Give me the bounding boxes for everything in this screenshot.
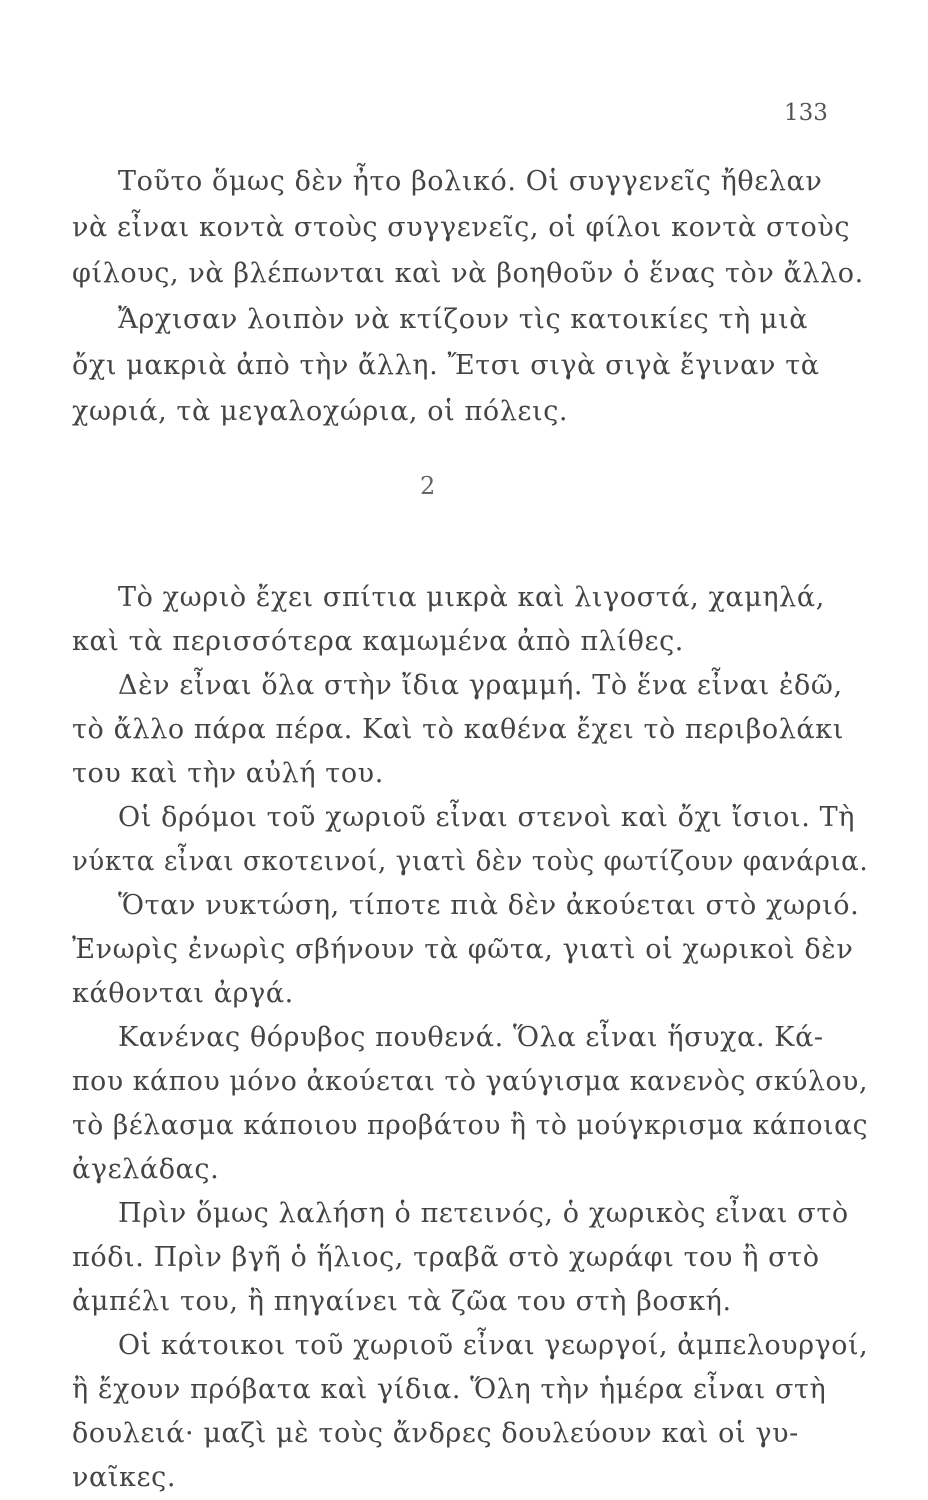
text-line: πόδι. Πρὶν βγῆ ὁ ἥλιος, τραβᾶ στὸ χωράφι του ἢ στὸ [72,1242,820,1273]
text-line: νύκτα εἶναι σκοτεινοί, γιατὶ δὲν τοὺς φωτίζουν φανάρια. [72,846,869,877]
text-line: ἀγελάδας. [72,1154,220,1185]
text-line: Οἱ δρόμοι τοῦ χωριοῦ εἶναι στενοὶ καὶ ὄχι ἴσιοι. Τὴ [118,802,855,833]
text-line: του καὶ τὴν αὐλή του. [72,758,384,789]
text-line: Κανένας θόρυβος πουθενά. Ὅλα εἶναι ἥσυχα. Κά- [118,1022,824,1053]
text-line: Ὅταν νυκτώση, τίποτε πιὰ δὲν ἀκούεται στὸ χωριό. [118,890,860,921]
text-line: κάθονται ἀργά. [72,978,294,1009]
text-line: ναῖκες. [72,1462,176,1493]
text-line: χωριά, τὰ μεγαλοχώρια, οἱ πόλεις. [72,396,569,427]
text-line: δουλειά· μαζὶ μὲ τοὺς ἄνδρες δουλεύουν καὶ οἱ γυ- [72,1418,799,1449]
text-line: Οἱ κάτοικοι τοῦ χωριοῦ εἶναι γεωργοί, ἀμπελουργοί, [118,1330,869,1361]
text-line: που κάπου μόνο ἀκούεται τὸ γαύγισμα κανενὸς σκύλου, [72,1066,869,1097]
page-number: 133 [784,100,828,126]
text-line: φίλους, νὰ βλέπωνται καὶ νὰ βοηθοῦν ὁ ἕνας τὸν ἄλλο. [72,258,864,289]
text-line: Ἐνωρὶς ἐνωρὶς σβήνουν τὰ φῶτα, γιατὶ οἱ χωρικοὶ δὲν [72,934,854,965]
text-line: ἀμπέλι του, ἢ πηγαίνει τὰ ζῶα του στὴ βοσκή. [72,1286,732,1317]
text-line: τὸ βέλασμα κάποιου προβάτου ἢ τὸ μούγκρισμα κάποιας [72,1110,869,1141]
text-line: ἢ ἔχουν πρόβατα καὶ γίδια. Ὅλη τὴν ἡμέρα εἶναι στὴ [72,1374,827,1405]
text-line: νὰ εἶναι κοντὰ στοὺς συγγενεῖς, οἱ φίλοι κοντὰ στοὺς [72,212,851,243]
text-line: Πρὶν ὅμως λαλήση ὁ πετεινός, ὁ χωρικὸς εἶναι στὸ [118,1198,849,1229]
text-line: Τοῦτο ὅμως δὲν ἦτο βολικό. Οἱ συγγενεῖς ἤθελαν [118,166,823,197]
text-line: Δὲν εἶναι ὅλα στὴν ἴδια γραμμή. Τὸ ἕνα εἶναι ἐδῶ, [118,670,843,701]
text-line: καὶ τὰ περισσότερα καμωμένα ἀπὸ πλίθες. [72,626,684,657]
text-line: Ἄρχισαν λοιπὸν νὰ κτίζουν τὶς κατοικίες τὴ μιὰ [118,304,809,335]
text-line: ὄχι μακριὰ ἀπὸ τὴν ἄλλη. Ἔτσι σιγὰ σιγὰ ἔγιναν τὰ [72,350,820,381]
section-number: 2 [420,472,436,500]
text-line: τὸ ἄλλο πάρα πέρα. Καὶ τὸ καθένα ἔχει τὸ περιβολάκι [72,714,844,745]
text-line: Τὸ χωριὸ ἔχει σπίτια μικρὰ καὶ λιγοστά, χαμηλά, [118,582,825,613]
